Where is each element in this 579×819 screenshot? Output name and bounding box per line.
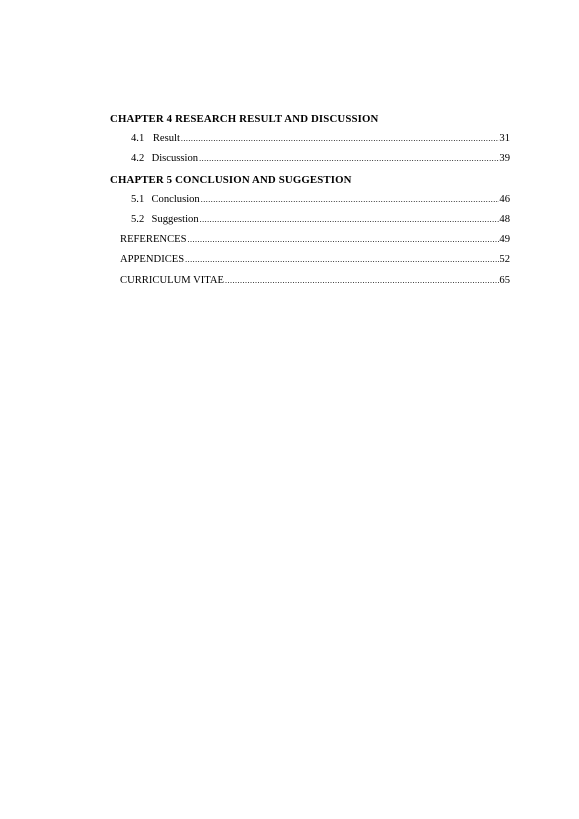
section-number: 4.1: [131, 133, 145, 145]
toc-entry: [110, 210, 510, 230]
dot-leader: [224, 271, 499, 291]
page-number: 39: [499, 153, 510, 165]
section-number: 5.2: [131, 213, 145, 225]
section-title: APPENDICES: [120, 250, 184, 270]
section-title: CURRICULUM VITAE: [120, 271, 224, 291]
page-number: 52: [499, 254, 510, 266]
dot-leader: [180, 129, 500, 149]
toc-entry: [110, 129, 510, 149]
section-number: 4.2: [131, 153, 145, 165]
table-of-contents: [110, 109, 510, 291]
dot-leader: [198, 149, 499, 169]
dot-leader: [184, 250, 499, 270]
page-number: 48: [499, 213, 510, 225]
dot-leader: [187, 230, 500, 250]
page-number: 46: [499, 193, 510, 205]
section-title: Discussion: [152, 149, 199, 169]
chapter-heading: CHAPTER 5 CONCLUSION AND SUGGESTION: [110, 173, 352, 186]
section-title: Suggestion: [152, 210, 199, 230]
section-title: Conclusion: [151, 190, 199, 210]
toc-entry-references: [110, 230, 510, 250]
page-number: 49: [499, 234, 510, 246]
section-number: 5.1: [131, 193, 145, 205]
toc-entry: [110, 190, 510, 210]
toc-entry: [110, 149, 510, 169]
section-title: Result: [153, 129, 180, 149]
page-number: 31: [499, 133, 510, 145]
page-number: 65: [499, 274, 510, 286]
chapter-heading: CHAPTER 4 RESEARCH RESULT AND DISCUSSION: [110, 113, 379, 125]
dot-leader: [199, 210, 500, 230]
dot-leader: [200, 190, 500, 210]
toc-entry-appendices: [110, 250, 510, 270]
toc-entry-curriculum-vitae: [110, 271, 510, 291]
section-title: REFERENCES: [120, 230, 187, 250]
